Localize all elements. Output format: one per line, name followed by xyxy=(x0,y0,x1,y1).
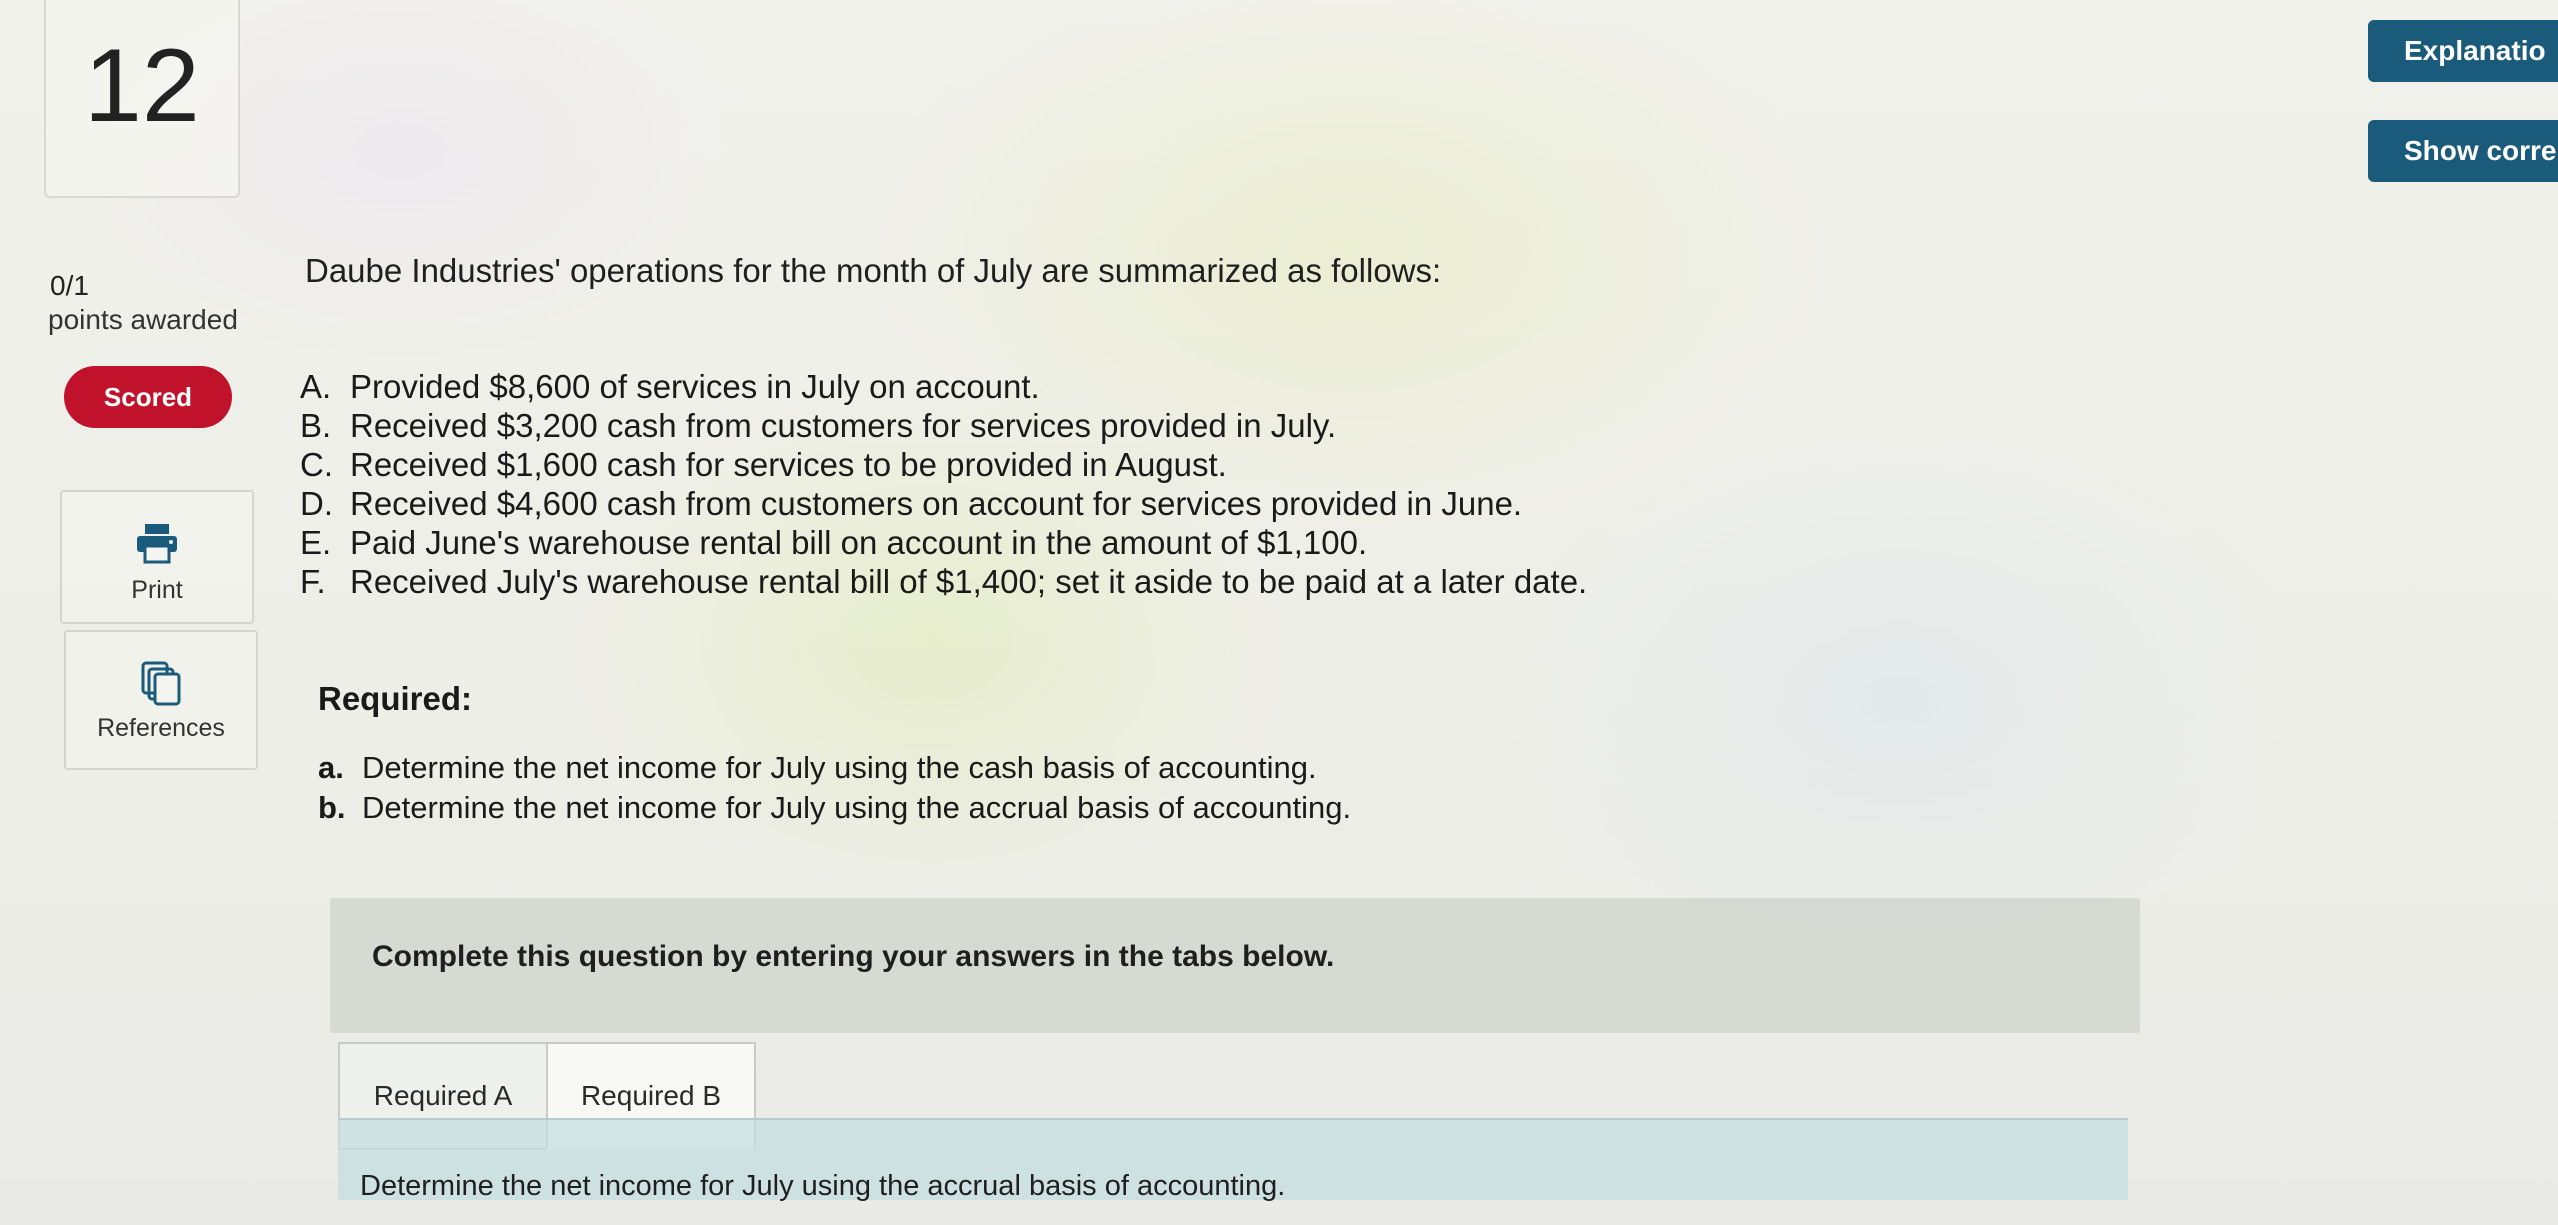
item-text: Received $3,200 cash from customers for services provided in July. xyxy=(350,407,1337,444)
list-item xyxy=(318,788,1351,828)
show-correct-button[interactable]: Show corre xyxy=(2368,120,2558,182)
tab-content-text: Determine the net income for July using the accrual basis of accounting. xyxy=(360,1170,1286,1202)
item-letter: F. xyxy=(300,563,326,600)
item-letter: B. xyxy=(300,407,332,444)
item-text: Paid June's warehouse rental bill on account in the amount of $1,100. xyxy=(350,524,1368,561)
problem-intro: Daube Industries' operations for the month of July are summarized as follows: xyxy=(305,252,1442,289)
tab-required-a[interactable]: Required A xyxy=(338,1042,548,1150)
printer-icon xyxy=(135,522,179,569)
item-letter: E. xyxy=(300,524,332,561)
item-letter: A. xyxy=(300,368,332,405)
item-letter: b. xyxy=(318,790,346,825)
item-text: Received $1,600 cash for services to be provided in August. xyxy=(350,446,1227,483)
item-text: Received $4,600 cash from customers on account for services provided in June. xyxy=(350,485,1523,522)
list-item xyxy=(300,445,1587,484)
print-label: Print xyxy=(131,576,183,604)
item-letter: D. xyxy=(300,485,333,522)
list-item xyxy=(300,406,1587,445)
item-text: Provided $8,600 of services in July on account. xyxy=(350,368,1040,405)
references-button[interactable] xyxy=(64,630,258,770)
scored-badge: Scored xyxy=(64,366,232,428)
item-text: Determine the net income for July using the accrual basis of accounting. xyxy=(362,790,1352,825)
print-button[interactable] xyxy=(60,490,254,624)
item-letter: a. xyxy=(318,750,344,785)
list-item xyxy=(300,367,1587,406)
references-label: References xyxy=(97,714,225,742)
instruction-panel xyxy=(330,898,2140,1033)
copy-icon xyxy=(140,660,182,711)
question-number: 12 xyxy=(84,28,200,144)
list-item xyxy=(318,748,1351,788)
instruction-text: Complete this question by entering your answers in the tabs below. xyxy=(372,940,1335,973)
list-item xyxy=(300,484,1587,523)
explanation-button[interactable]: Explanatio xyxy=(2368,20,2558,82)
list-item xyxy=(300,562,1587,601)
tab-content xyxy=(338,1118,2128,1200)
item-text: Received July's warehouse rental bill of $1,400; set it aside to be paid at a later date. xyxy=(350,563,1588,600)
transaction-list xyxy=(300,367,1587,601)
points-label: points awarded xyxy=(48,304,238,335)
required-list xyxy=(318,748,1351,828)
tab-required-b[interactable]: Required B xyxy=(546,1042,756,1150)
list-item xyxy=(300,523,1587,562)
required-heading: Required: xyxy=(318,680,473,717)
item-letter: C. xyxy=(300,446,333,483)
points-score: 0/1 xyxy=(50,270,89,301)
item-text: Determine the net income for July using the cash basis of accounting. xyxy=(362,750,1317,785)
